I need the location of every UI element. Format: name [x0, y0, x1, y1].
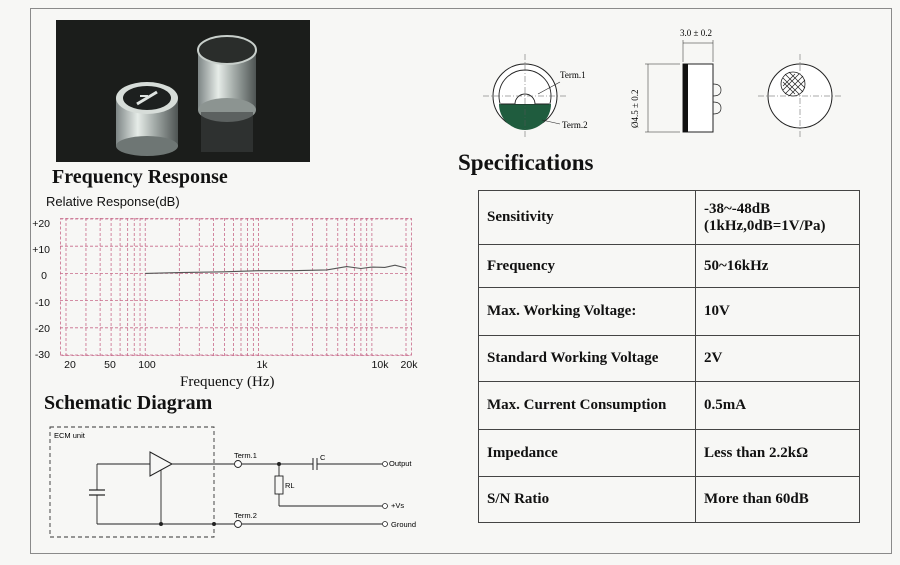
x-tick: 10k — [371, 359, 389, 371]
schematic-diagram — [42, 424, 422, 542]
spec-value — [696, 191, 860, 245]
ground-label: Ground — [391, 520, 417, 529]
side-view — [630, 28, 721, 132]
table-row — [479, 245, 860, 288]
table-row — [479, 430, 860, 477]
mechanical-drawings — [480, 20, 870, 140]
term1-terminal — [235, 461, 242, 468]
output-label: Output — [389, 459, 412, 468]
product-photo — [56, 20, 310, 162]
x-tick: 100 — [138, 359, 156, 371]
spec-value: 50~16kHz — [696, 245, 860, 288]
y-tick: -30 — [34, 349, 50, 361]
term1-label: Term.1 — [234, 451, 257, 460]
front-view — [483, 54, 588, 138]
y-tick: +10 — [32, 244, 50, 256]
spec-label: Frequency — [479, 245, 696, 288]
y-axis-label: Relative Response(dB) — [46, 194, 180, 209]
rl-label: RL — [285, 481, 295, 490]
spec-value-line1: -38~-48dB — [704, 200, 771, 217]
y-tick: 0 — [41, 270, 47, 282]
table-row — [479, 382, 860, 430]
table-row — [479, 288, 860, 336]
drawing-term2-label: Term.2 — [562, 120, 588, 130]
x-axis-label: Frequency (Hz) — [180, 374, 275, 390]
ecm-unit-box — [50, 427, 214, 537]
table-row — [479, 477, 860, 523]
spec-label: Impedance — [479, 430, 696, 477]
drawing-term1-label: Term.1 — [560, 70, 586, 80]
spec-label: Max. Current Consumption — [479, 382, 696, 430]
spec-label: Standard Working Voltage — [479, 336, 696, 382]
specifications-title: Specifications — [458, 150, 594, 175]
frequency-response-title: Frequency Response — [52, 166, 228, 188]
schematic-title: Schematic Diagram — [44, 392, 213, 414]
vs-label: +Vs — [391, 501, 405, 510]
spec-value: More than 60dB — [696, 477, 860, 523]
spec-value: 0.5mA — [696, 382, 860, 430]
diameter-dimension: Ø4.5 ± 0.2 — [630, 89, 640, 128]
back-view — [758, 54, 842, 138]
spec-label: S/N Ratio — [479, 477, 696, 523]
x-tick: 50 — [104, 359, 116, 371]
spec-value: Less than 2.2kΩ — [696, 430, 860, 477]
capacitor-label: C — [320, 453, 326, 462]
spec-label: Sensitivity — [479, 191, 696, 245]
spec-value: 10V — [696, 288, 860, 336]
term2-label: Term.2 — [234, 511, 257, 520]
chart-grid — [60, 218, 412, 356]
spec-value-line2: (1kHz,0dB=1V/Pa) — [704, 217, 826, 234]
chart-border — [61, 219, 412, 356]
ecm-unit-label: ECM unit — [54, 431, 85, 440]
spec-value: 2V — [696, 336, 860, 382]
term2-terminal — [235, 521, 242, 528]
frequency-response-chart — [60, 218, 412, 356]
x-tick: 20 — [64, 359, 76, 371]
load-resistor — [275, 476, 283, 494]
width-dimension: 3.0 ± 0.2 — [680, 28, 712, 38]
table-row — [479, 191, 860, 245]
x-tick: 20k — [400, 359, 418, 371]
spec-label: Max. Working Voltage: — [479, 288, 696, 336]
table-row — [479, 336, 860, 382]
y-tick: -20 — [34, 323, 50, 335]
y-tick: +20 — [32, 218, 50, 230]
specifications-table — [478, 190, 860, 523]
x-tick: 1k — [256, 359, 268, 371]
y-tick: -10 — [34, 297, 50, 309]
